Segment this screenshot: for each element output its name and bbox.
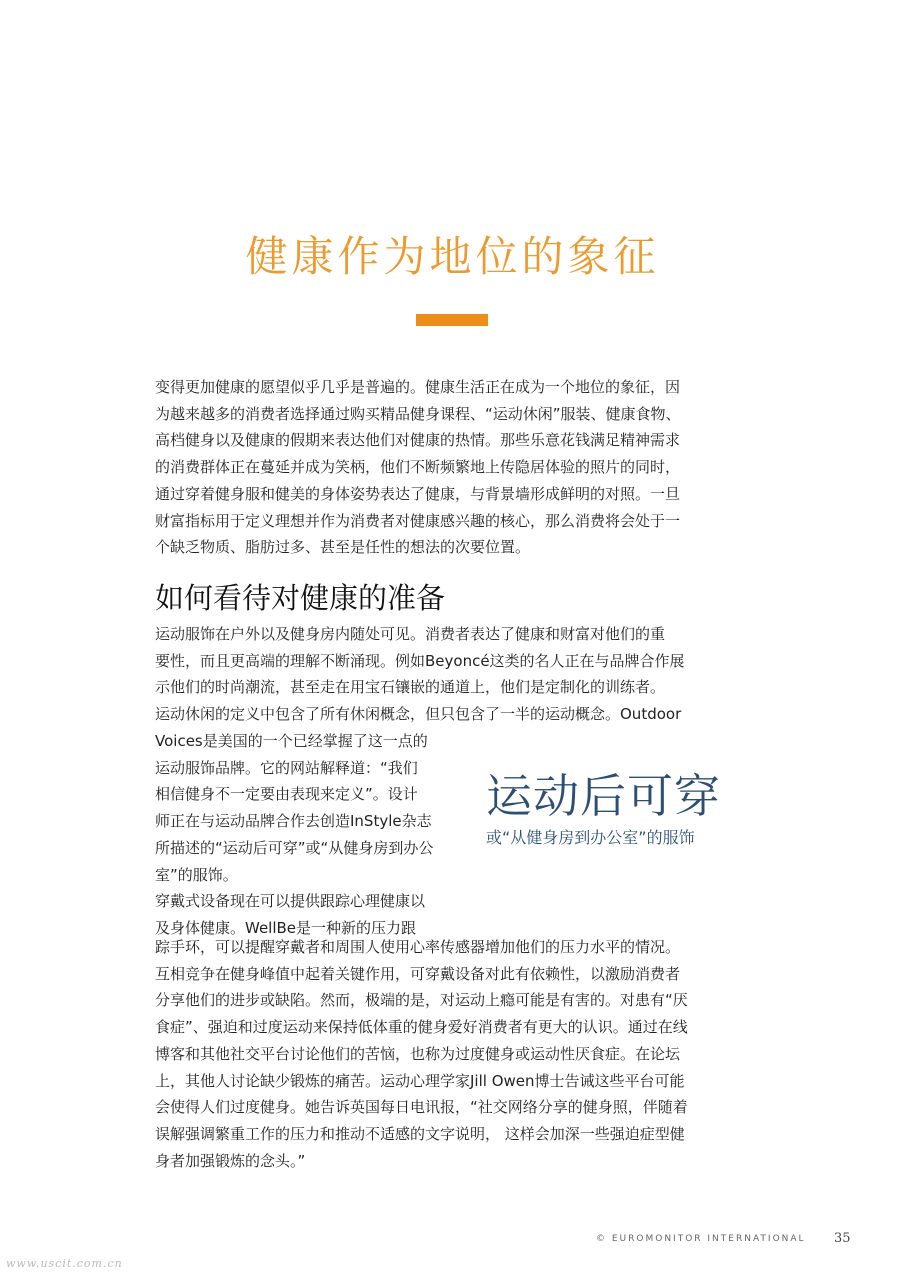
section-heading: 如何看待对健康的准备 (155, 581, 446, 615)
paragraph-line: 误解强调繁重工作的压力和推动不适感的文字说明， 这样会加深一些强迫症型健 (155, 1124, 685, 1143)
page-number: 35 (834, 1231, 851, 1246)
paragraph-line: 博客和其他社交平台讨论他们的苦恼，也称为过度健身或运动性厌食症。在论坛 (155, 1044, 681, 1063)
callout-headline: 运动后可穿 (486, 769, 721, 823)
paragraph-line: 运动服饰在户外以及健身房内随处可见。消费者表达了健康和财富对他们的重 (155, 625, 666, 643)
paragraph-line: 所描述的“运动后可穿”或“从健身房到办公 (155, 838, 434, 857)
paragraph-line: 穿戴式设备现在可以提供跟踪心理健康以 (155, 892, 426, 910)
paragraph-line: 财富指标用于定义理想并作为消费者对健康感兴趣的核心，那么消费将会处于一 (155, 511, 681, 530)
intro-paragraph (155, 374, 745, 561)
paragraph-line: 分享他们的进步或缺陷。然而，极端的是，对运动上瘾可能是有害的。对患有“厌 (155, 991, 688, 1010)
paragraph-line: 运动服饰品牌。它的网站解释道：“我们 (155, 758, 418, 777)
paragraph-line: 通过穿着健身服和健美的身体姿势表达了健康，与背景墙形成鲜明的对照。一旦 (155, 484, 681, 503)
site-watermark: www.uscit.com.cn (6, 1257, 123, 1270)
paragraph-line: 踪手环，可以提醒穿戴者和周围人使用心率传感器增加他们的压力水平的情况。 (155, 938, 681, 956)
paragraph-line: 身者加强锻炼的念头。” (155, 1151, 306, 1170)
paragraph-line: 及身体健康。WellBe是一种新的压力跟 (155, 918, 417, 937)
paragraph-line: 要性，而且更高端的理解不断涌现。例如Beyoncé这类的名人正在与品牌合作展 (155, 651, 685, 670)
paragraph-line: 互相竞争在健身峰值中起着关键作用，可穿戴设备对此有依赖性，以激励消费者 (155, 964, 681, 983)
wearables-paragraph-full (155, 934, 745, 1174)
paragraph-line: 示他们的时尚潮流，甚至走在用宝石镶嵌的通道上，他们是定制化的训练者。 (155, 678, 666, 697)
footer-copyright: © EUROMONITOR INTERNATIONAL (596, 1234, 806, 1244)
paragraph-line: 为越来越多的消费者选择通过购买精品健身课程、“运动休闲”服装、健康食物、 (155, 404, 681, 423)
paragraph-line: Voices是美国的一个已经掌握了这一点的 (155, 732, 428, 750)
title-underline-bar (416, 314, 488, 326)
paragraph-line: 的消费群体正在蔓延并成为笑柄，他们不断频繁地上传隐居体验的照片的同时， (155, 458, 681, 477)
paragraph-line: 个缺乏物质、脂肪过多、甚至是任性的想法的次要位置。 (155, 538, 531, 557)
paragraph-line: 高档健身以及健康的假期来表达他们对健康的热情。那些乐意花钱满足精神需求 (155, 431, 681, 450)
paragraph-line: 师正在与运动品牌合作去创造InStyle杂志 (155, 812, 432, 831)
section-paragraph-top (155, 621, 745, 728)
section-paragraph-narrow (155, 728, 470, 888)
paragraph-line: 变得更加健康的愿望似乎几乎是普遍的。健康生活正在成为一个地位的象征，因 (155, 378, 681, 396)
page-title: 健康作为地位的象征 (245, 232, 660, 282)
paragraph-line: 相信健身不一定要由表现来定义”。设计 (155, 785, 418, 804)
paragraph-line: 会使得人们过度健身。她告诉英国每日电讯报，“社交网络分享的健身照，伴随着 (155, 1098, 688, 1117)
paragraph-line: 上，其他人讨论缺少锻炼的痛苦。运动心理学家Jill Owen博士告诫这些平台可能 (155, 1071, 685, 1090)
pull-quote-callout (486, 766, 786, 848)
paragraph-line: 室”的服饰。 (155, 865, 238, 884)
callout-subline: 或“从健身房到办公室”的服饰 (486, 828, 695, 847)
paragraph-line: 运动休闲的定义中包含了所有休闲概念，但只包含了一半的运动概念。Outdoor (155, 705, 682, 724)
paragraph-line: 食症”、强迫和过度运动来保持低体重的健身爱好消费者有更大的认识。通过在线 (155, 1018, 688, 1037)
